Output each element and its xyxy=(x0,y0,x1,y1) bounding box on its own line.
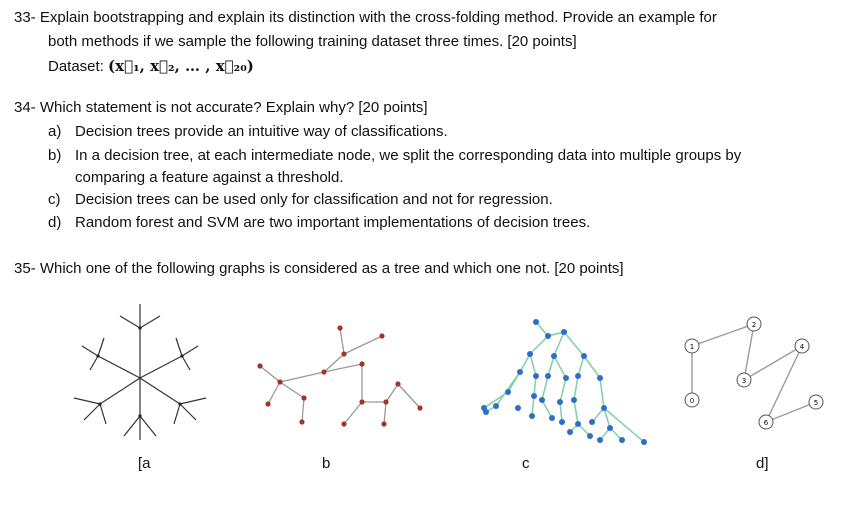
q33-dataset xyxy=(48,56,254,77)
graph-a-label: [a xyxy=(138,455,151,472)
q35-title: 35- Which one of the following graphs is considered as a tree and which one not. [20 points] xyxy=(14,260,624,277)
graph-d-node-1 xyxy=(685,339,699,353)
q33-line-1: 33- Explain bootstrapping and explain its distinction with the cross-folding method. Provide an example for xyxy=(14,9,717,26)
q34-option-d-label: d) xyxy=(48,214,62,231)
graph-b xyxy=(250,320,440,430)
graph-c-label: c xyxy=(522,455,530,472)
q34-option-c-label: c) xyxy=(48,191,61,208)
graph-c xyxy=(474,312,664,452)
graph-d-label: d] xyxy=(756,455,769,472)
svg-text:1: 1 xyxy=(689,343,695,351)
q34-title: 34- Which statement is not accurate? Explain why? [20 points] xyxy=(14,99,428,116)
q34-option-a-label: a) xyxy=(48,123,62,140)
graph-c-nodes xyxy=(481,319,647,445)
graph-d-node-6 xyxy=(759,415,773,429)
graph-b-edges xyxy=(260,328,420,424)
q34-option-c-text: Decision trees can be used only for classification and not for regression. xyxy=(75,191,553,208)
q34-option-b-label: b) xyxy=(48,147,62,164)
svg-text:4: 4 xyxy=(799,343,805,351)
graph-d-nodes xyxy=(685,317,823,429)
dataset-expression: (x⃗₁, x⃗₂, … , x⃗₂₀) xyxy=(108,57,254,75)
graph-d-edges xyxy=(689,324,819,422)
graph-b-label: b xyxy=(322,455,331,472)
graph-b-nodes xyxy=(257,325,422,426)
graph-d-node-4 xyxy=(795,339,809,353)
q34-option-d-text: Random forest and SVM are two important implementations of decision trees. xyxy=(75,214,591,231)
dataset-label: Dataset: xyxy=(48,58,104,75)
graph-a-edges xyxy=(74,304,206,440)
svg-text:6: 6 xyxy=(763,419,769,427)
svg-text:5: 5 xyxy=(813,399,819,407)
q33-line-2: both methods if we sample the following training dataset three times. [20 points] xyxy=(48,33,577,50)
graph-a xyxy=(60,298,220,448)
svg-text:0: 0 xyxy=(689,397,695,405)
svg-text:3: 3 xyxy=(741,377,747,385)
graph-d xyxy=(676,310,836,440)
q34-option-b-cont: comparing a feature against a threshold. xyxy=(75,169,344,186)
graph-d-node-0 xyxy=(685,393,699,407)
q34-option-a-text: Decision trees provide an intuitive way of classifications. xyxy=(75,123,448,140)
svg-text:2: 2 xyxy=(751,321,757,329)
q34-option-b-text: In a decision tree, at each intermediate node, we split the corresponding data into multiple groups by xyxy=(75,147,742,164)
graph-d-node-3 xyxy=(737,373,751,387)
graph-d-node-5 xyxy=(809,395,823,409)
graph-d-node-2 xyxy=(747,317,761,331)
